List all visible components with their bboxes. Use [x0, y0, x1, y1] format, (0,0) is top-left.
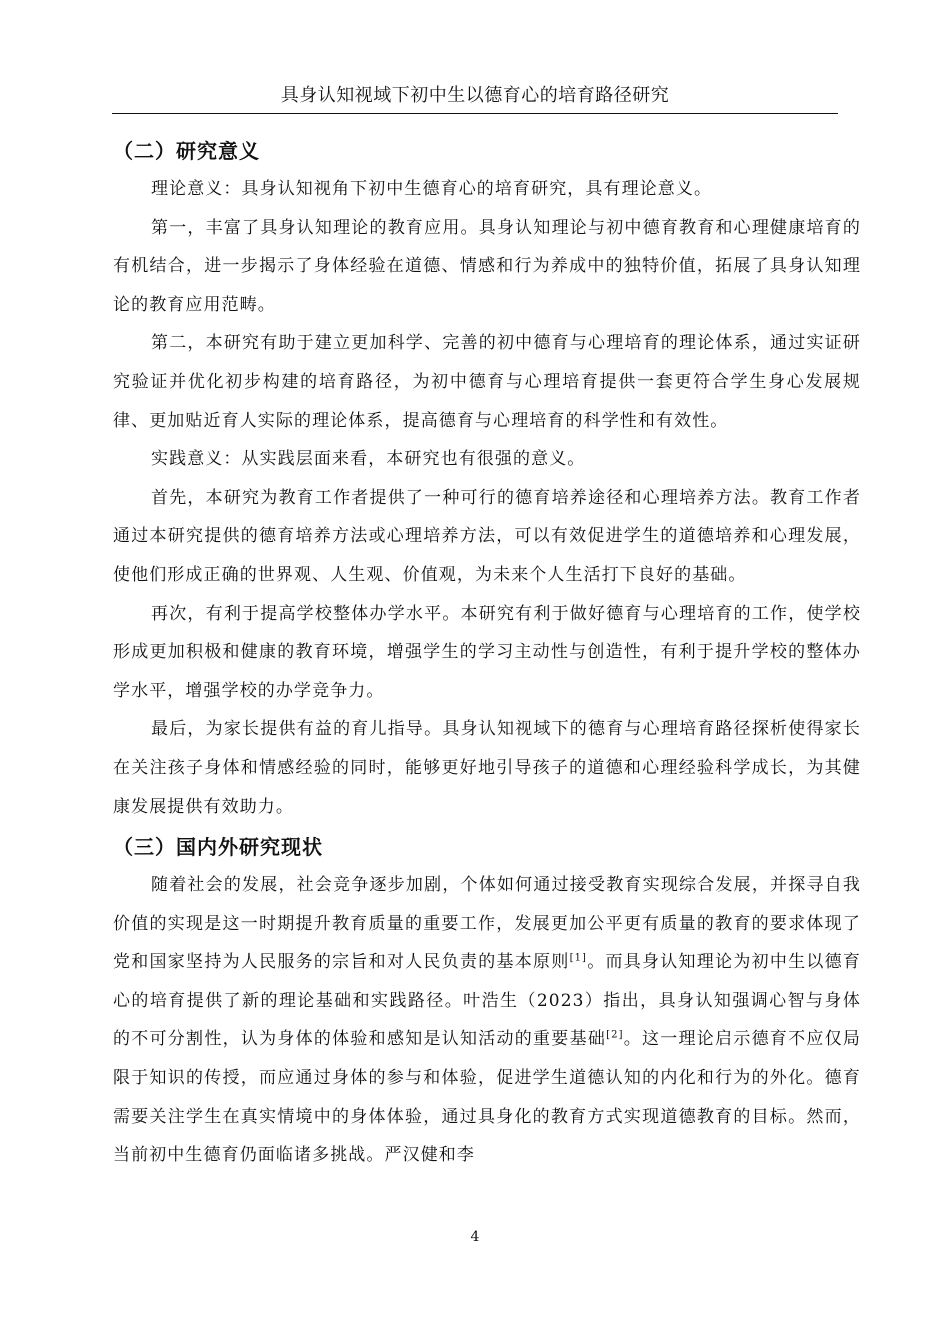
- paragraph-text-part-2: 。而具身认知理论为初中生以德育心的培育提供了新的理论基础和实践路径。叶浩生（2023）指出，具身认知强调心智与身体的不可分割性，认为身体的体验和感知是认知活动的重要基础: [113, 952, 862, 1050]
- paragraph-again: 再次，有利于提高学校整体办学水平。本研究有利于做好德育与心理培育的工作，使学校形成更加积极和健康的教育环境，增强学生的学习主动性与创造性，有利于提升学校的整体办学水平，增强学校的办学竞争力。: [113, 603, 861, 701]
- paragraph-firstly: 首先，本研究为教育工作者提供了一种可行的德育培养途径和心理培养方法。教育工作者通过本研究提供的德育培养方法或心理培养方法，可以有效促进学生的道德培养和心理发展，使他们形成正确的世界观、人生观、价值观，为未来个人生活打下良好的基础。: [113, 487, 861, 585]
- section-heading-research-status: （三）国内外研究现状: [113, 835, 323, 860]
- paragraph-research-status: [113, 866, 861, 1175]
- citation-1[interactable]: [1]: [569, 952, 588, 964]
- citation-2[interactable]: [2]: [606, 1029, 624, 1041]
- page-number: 4: [470, 1229, 480, 1245]
- paragraph-practical-significance: 实践意义：从实践层面来看，本研究也有很强的意义。: [151, 449, 586, 470]
- paragraph-text-part-1: 随着社会的发展，社会竞争逐步加剧，个体如何通过接受教育实现综合发展，并探寻自我价值的实现是这一时期提升教育质量的重要工作，发展更加公平更有质量的教育的要求体现了党和国家坚持为人民服务的宗旨和对人民负责的基本原则: [113, 875, 861, 973]
- running-header: 具身认知视域下初中生以德育心的培育路径研究: [280, 85, 670, 106]
- header-divider: [112, 113, 838, 114]
- document-body: [113, 132, 861, 1175]
- paragraph-text-part-3: 。这一理论启示德育不应仅局限于知识的传授，而应通过身体的参与和体验，促进学生道德认知的内化和行为的外化。德育需要关注学生在真实情境中的身体体验，通过具身化的教育方式实现道德教育的目标。然而，当前初中生德育仍面临诸多挑战。严汉健和李: [113, 1029, 861, 1166]
- paragraph-theoretical-significance: 理论意义：具身认知视角下初中生德育心的培育研究，具有理论意义。: [151, 179, 713, 199]
- section-heading-research-significance: （二）研究意义: [113, 139, 260, 163]
- paragraph-finally: 最后，为家长提供有益的育儿指导。具身认知视域下的德育与心理培育路径探析使得家长在关注孩子身体和情感经验的同时，能够更好地引导孩子的道德和心理经验科学成长，为其健康发展提供有效助力。: [113, 719, 861, 817]
- paragraph-first-point: 第一，丰富了具身认知理论的教育应用。具身认知理论与初中德育教育和心理健康培育的有机结合，进一步揭示了身体经验在道德、情感和行为养成中的独特价值，拓展了具身认知理论的教育应用范畴。: [113, 217, 861, 315]
- paragraph-second-point: 第二，本研究有助于建立更加科学、完善的初中德育与心理培育的理论体系，通过实证研究验证并优化初步构建的培育路径，为初中德育与心理培育提供一套更符合学生身心发展规律、更加贴近育人实际的理论体系，提高德育与心理培育的科学性和有效性。: [113, 333, 861, 431]
